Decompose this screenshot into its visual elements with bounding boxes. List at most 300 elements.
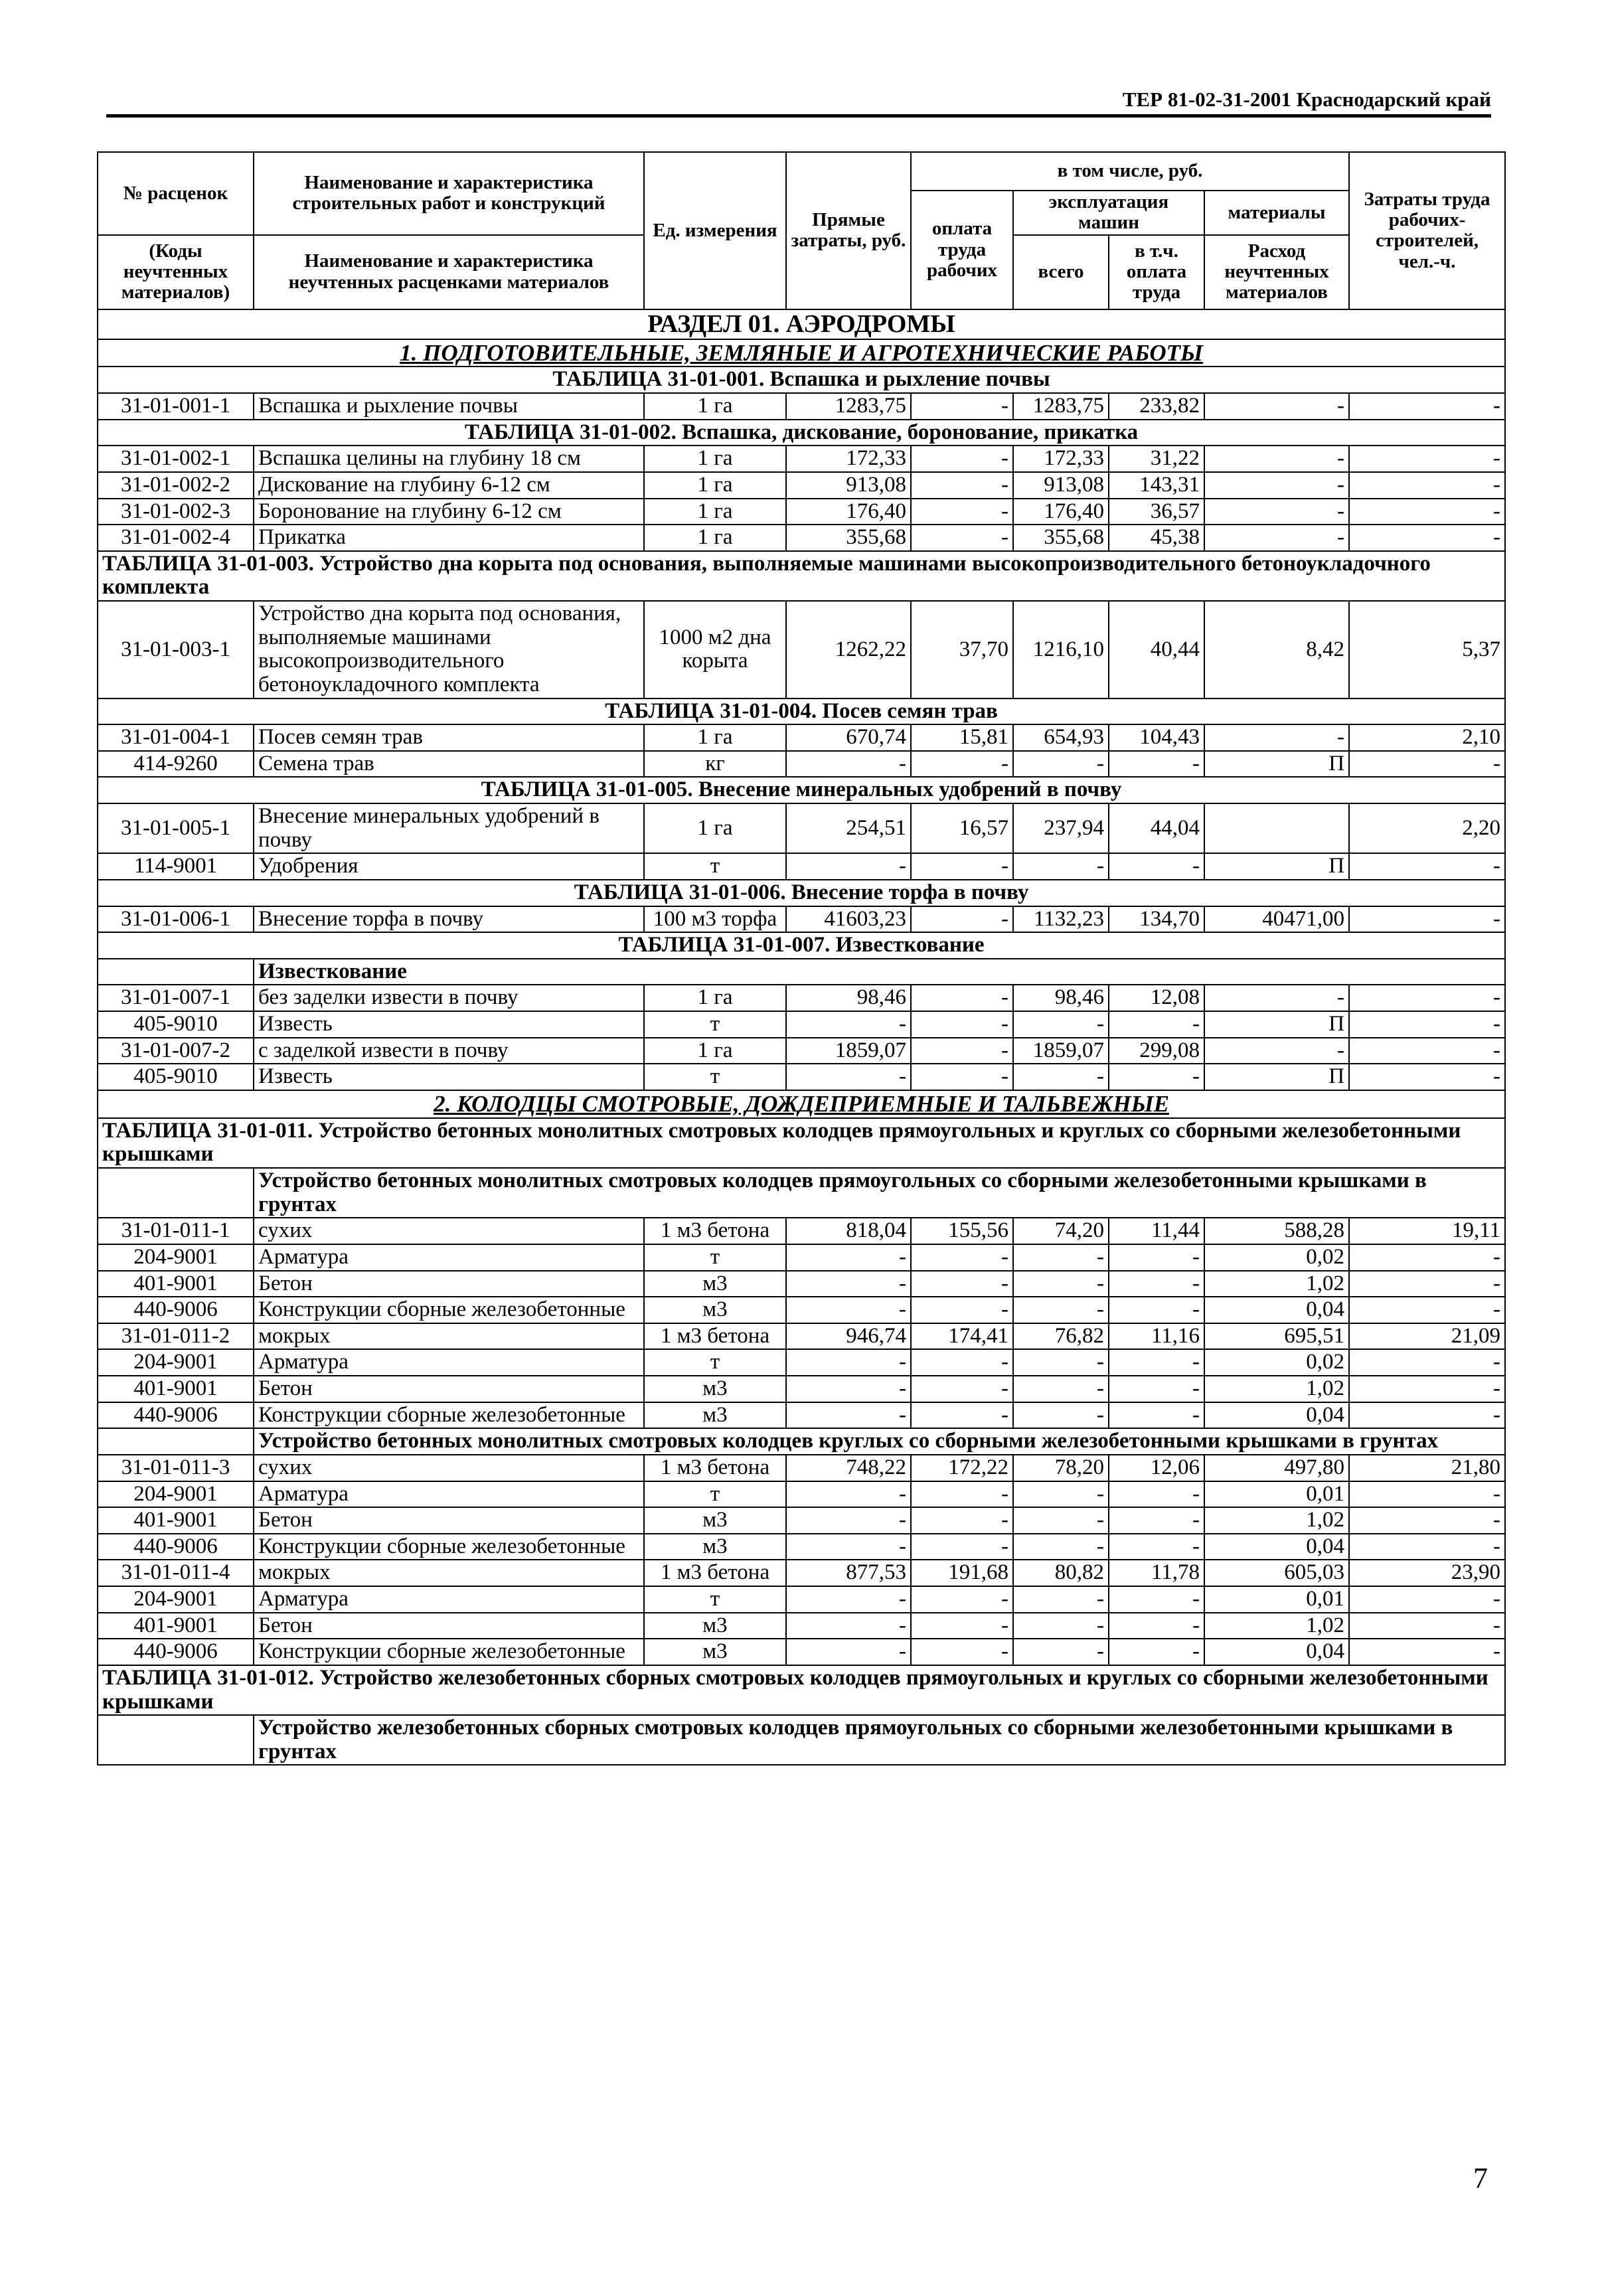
rate-code-cell: 31-01-006-1 xyxy=(98,906,254,933)
machines-wages-cell: 12,08 xyxy=(1109,985,1204,1011)
materials-cell: П xyxy=(1204,1011,1349,1038)
direct-cost-cell: 355,68 xyxy=(786,525,911,551)
table-heading: ТАБЛИЦА 31-01-002. Вспашка, дискование, боронование, прикатка xyxy=(98,420,1505,446)
group-row xyxy=(98,1168,1505,1218)
machines-wages-cell: - xyxy=(1109,853,1204,880)
wages-cell: - xyxy=(911,1613,1013,1639)
machines-total-cell: 98,46 xyxy=(1013,985,1109,1011)
direct-cost-cell: - xyxy=(786,1613,911,1639)
table-row xyxy=(98,1349,1505,1376)
materials-cell: - xyxy=(1204,446,1349,472)
machines-total-cell: 1216,10 xyxy=(1013,601,1109,698)
work-name-cell: Арматура xyxy=(254,1586,644,1613)
machines-total-cell: - xyxy=(1013,1402,1109,1429)
direct-cost-cell: 1262,22 xyxy=(786,601,911,698)
machines-total-cell: - xyxy=(1013,1064,1109,1090)
labor-cost-cell: 21,09 xyxy=(1349,1323,1505,1350)
table-row xyxy=(98,1455,1505,1481)
table-row xyxy=(98,803,1505,853)
work-name-cell: Известь xyxy=(254,1064,644,1090)
work-name-cell: Прикатка xyxy=(254,525,644,551)
direct-cost-cell: - xyxy=(786,1064,911,1090)
labor-cost-cell: - xyxy=(1349,985,1505,1011)
wages-cell: 16,57 xyxy=(911,803,1013,853)
wages-cell: - xyxy=(911,472,1013,499)
header-machines: эксплуатация машин xyxy=(1013,191,1204,235)
direct-cost-cell: 877,53 xyxy=(786,1560,911,1586)
materials-cell: - xyxy=(1204,1038,1349,1064)
machines-total-cell: 76,82 xyxy=(1013,1323,1109,1350)
work-name-cell: мокрых xyxy=(254,1560,644,1586)
machines-total-cell: - xyxy=(1013,1613,1109,1639)
unit-cell: 1 га xyxy=(644,472,786,499)
materials-cell: 1,02 xyxy=(1204,1613,1349,1639)
work-name-cell: Арматура xyxy=(254,1481,644,1508)
direct-cost-cell: - xyxy=(786,1507,911,1534)
machines-total-cell: 913,08 xyxy=(1013,472,1109,499)
direct-cost-cell: - xyxy=(786,1349,911,1376)
machines-total-cell: 1859,07 xyxy=(1013,1038,1109,1064)
machines-total-cell: - xyxy=(1013,751,1109,778)
rate-code-cell: 440-9006 xyxy=(98,1297,254,1323)
table-heading: ТАБЛИЦА 31-01-006. Внесение торфа в почву xyxy=(98,880,1505,906)
machines-wages-cell: - xyxy=(1109,1244,1204,1271)
rate-code-cell: 405-9010 xyxy=(98,1011,254,1038)
labor-cost-cell: - xyxy=(1349,1481,1505,1508)
rate-code-cell: 204-9001 xyxy=(98,1349,254,1376)
unit-cell: 1 м3 бетона xyxy=(644,1218,786,1244)
machines-total-cell: - xyxy=(1013,1481,1109,1508)
group-title: Известкование xyxy=(254,959,1505,985)
rates-table xyxy=(97,151,1506,1765)
machines-wages-cell: - xyxy=(1109,1064,1204,1090)
machines-total-cell: 1132,23 xyxy=(1013,906,1109,933)
group-row xyxy=(98,959,1505,985)
machines-total-cell: 355,68 xyxy=(1013,525,1109,551)
table-row xyxy=(98,1507,1505,1534)
group-title: Устройство бетонных монолитных смотровых колодцев прямоугольных со сборными железобетонными крышками в грунтах xyxy=(254,1168,1505,1218)
machines-wages-cell: - xyxy=(1109,1376,1204,1402)
labor-cost-cell: - xyxy=(1349,1038,1505,1064)
direct-cost-cell: 670,74 xyxy=(786,724,911,751)
materials-cell: 40471,00 xyxy=(1204,906,1349,933)
labor-cost-cell: 2,10 xyxy=(1349,724,1505,751)
unit-cell: м3 xyxy=(644,1297,786,1323)
header-direct: Прямые затраты, руб. xyxy=(786,152,911,309)
empty-code-cell xyxy=(98,959,254,985)
direct-cost-cell: - xyxy=(786,1639,911,1665)
work-name-cell: без заделки извести в почву xyxy=(254,985,644,1011)
labor-cost-cell: - xyxy=(1349,1402,1505,1429)
wages-cell: - xyxy=(911,1011,1013,1038)
materials-cell: 1,02 xyxy=(1204,1271,1349,1297)
table-heading-row xyxy=(98,698,1505,725)
work-name-cell: Устройство дна корыта под основания, выполняемые машинами высокопроизводительного бетоноукладочного комплекта xyxy=(254,601,644,698)
materials-cell: 0,02 xyxy=(1204,1349,1349,1376)
materials-cell: 1,02 xyxy=(1204,1376,1349,1402)
rate-code-cell: 401-9001 xyxy=(98,1271,254,1297)
direct-cost-cell: - xyxy=(786,1271,911,1297)
header-wages: оплата труда рабочих xyxy=(911,191,1013,309)
unit-cell: 1 га xyxy=(644,985,786,1011)
materials-cell: - xyxy=(1204,724,1349,751)
work-name-cell: Бетон xyxy=(254,1271,644,1297)
unit-cell: м3 xyxy=(644,1376,786,1402)
rate-code-cell: 31-01-004-1 xyxy=(98,724,254,751)
work-name-cell: Бетон xyxy=(254,1376,644,1402)
work-name-cell: Семена трав xyxy=(254,751,644,778)
empty-code-cell xyxy=(98,1715,254,1765)
unit-cell: м3 xyxy=(644,1534,786,1560)
materials-cell: 8,42 xyxy=(1204,601,1349,698)
machines-wages-cell: 45,38 xyxy=(1109,525,1204,551)
rate-code-cell: 31-01-007-1 xyxy=(98,985,254,1011)
rate-code-cell: 31-01-005-1 xyxy=(98,803,254,853)
labor-cost-cell: - xyxy=(1349,853,1505,880)
empty-code-cell xyxy=(98,1428,254,1455)
unit-cell: 1 га xyxy=(644,724,786,751)
wages-cell: - xyxy=(911,751,1013,778)
table-row xyxy=(98,393,1505,420)
header-machines-wages: в т.ч. оплата труда xyxy=(1109,235,1204,309)
table-row xyxy=(98,1218,1505,1244)
rate-code-cell: 114-9001 xyxy=(98,853,254,880)
work-name-cell: Бетон xyxy=(254,1613,644,1639)
work-name-cell: Посев семян трав xyxy=(254,724,644,751)
wages-cell: 191,68 xyxy=(911,1560,1013,1586)
wages-cell: - xyxy=(911,1064,1013,1090)
page-number: 7 xyxy=(1473,2162,1488,2194)
rate-code-cell: 31-01-011-2 xyxy=(98,1323,254,1350)
machines-total-cell: 176,40 xyxy=(1013,499,1109,525)
machines-total-cell: 237,94 xyxy=(1013,803,1109,853)
table-heading: ТАБЛИЦА 31-01-012. Устройство железобетонных сборных смотровых колодцев прямоугольных и круглых со сборными железобетонными крышками xyxy=(98,1665,1505,1715)
table-heading-row xyxy=(98,1118,1505,1168)
section-heading-row xyxy=(98,309,1505,339)
machines-wages-cell: - xyxy=(1109,1349,1204,1376)
materials-cell: - xyxy=(1204,393,1349,420)
machines-total-cell: - xyxy=(1013,1297,1109,1323)
machines-total-cell: 1283,75 xyxy=(1013,393,1109,420)
unit-cell: т xyxy=(644,1586,786,1613)
materials-cell: - xyxy=(1204,525,1349,551)
rate-code-cell: 204-9001 xyxy=(98,1481,254,1508)
wages-cell: - xyxy=(911,1507,1013,1534)
machines-wages-cell: - xyxy=(1109,1639,1204,1665)
header-code-sub: (Коды неучтенных материалов) xyxy=(98,235,254,309)
labor-cost-cell: 5,37 xyxy=(1349,601,1505,698)
direct-cost-cell: - xyxy=(786,1402,911,1429)
table-row xyxy=(98,1560,1505,1586)
unit-cell: 1 м3 бетона xyxy=(644,1323,786,1350)
rate-code-cell: 31-01-002-1 xyxy=(98,446,254,472)
direct-cost-cell: 818,04 xyxy=(786,1218,911,1244)
materials-cell: П xyxy=(1204,751,1349,778)
unit-cell: т xyxy=(644,1244,786,1271)
wages-cell: - xyxy=(911,1481,1013,1508)
labor-cost-cell: - xyxy=(1349,1271,1505,1297)
rate-code-cell: 31-01-003-1 xyxy=(98,601,254,698)
direct-cost-cell: 1859,07 xyxy=(786,1038,911,1064)
table-row xyxy=(98,724,1505,751)
work-name-cell: с заделкой извести в почву xyxy=(254,1038,644,1064)
table-row xyxy=(98,1271,1505,1297)
wages-cell: 174,41 xyxy=(911,1323,1013,1350)
rate-code-cell: 31-01-001-1 xyxy=(98,393,254,420)
header-labor: Затраты труда рабочих-строителей, чел.-ч. xyxy=(1349,152,1505,309)
rate-code-cell: 31-01-011-1 xyxy=(98,1218,254,1244)
direct-cost-cell: 98,46 xyxy=(786,985,911,1011)
work-name-cell: Вспашка целины на глубину 18 см xyxy=(254,446,644,472)
machines-total-cell: 78,20 xyxy=(1013,1455,1109,1481)
direct-cost-cell: - xyxy=(786,1376,911,1402)
labor-cost-cell: 2,20 xyxy=(1349,803,1505,853)
materials-cell: 0,04 xyxy=(1204,1402,1349,1429)
table-row xyxy=(98,1323,1505,1350)
machines-wages-cell: 11,78 xyxy=(1109,1560,1204,1586)
table-heading-row xyxy=(98,551,1505,601)
materials-cell: 0,04 xyxy=(1204,1297,1349,1323)
work-name-cell: Конструкции сборные железобетонные xyxy=(254,1639,644,1665)
table-row xyxy=(98,1297,1505,1323)
labor-cost-cell: - xyxy=(1349,1586,1505,1613)
wages-cell: - xyxy=(911,1534,1013,1560)
labor-cost-cell: - xyxy=(1349,1349,1505,1376)
table-heading: ТАБЛИЦА 31-01-003. Устройство дна корыта под основания, выполняемые машинами высокопроизводительного бетоноукладочного комплекта xyxy=(98,551,1505,601)
document-title: ТЕР 81-02-31-2001 Краснодарский край xyxy=(1122,88,1491,111)
materials-cell: 695,51 xyxy=(1204,1323,1349,1350)
machines-total-cell: - xyxy=(1013,1639,1109,1665)
machines-wages-cell: 233,82 xyxy=(1109,393,1204,420)
work-name-cell: мокрых xyxy=(254,1323,644,1350)
machines-wages-cell: 31,22 xyxy=(1109,446,1204,472)
wages-cell: - xyxy=(911,1271,1013,1297)
machines-total-cell: - xyxy=(1013,853,1109,880)
work-name-cell: Боронование на глубину 6-12 см xyxy=(254,499,644,525)
materials-cell: П xyxy=(1204,853,1349,880)
rate-code-cell: 31-01-002-3 xyxy=(98,499,254,525)
work-name-cell: Внесение минеральных удобрений в почву xyxy=(254,803,644,853)
direct-cost-cell: - xyxy=(786,1586,911,1613)
rate-code-cell: 405-9010 xyxy=(98,1064,254,1090)
direct-cost-cell: - xyxy=(786,1244,911,1271)
rate-code-cell: 401-9001 xyxy=(98,1507,254,1534)
wages-cell: - xyxy=(911,985,1013,1011)
document-header xyxy=(106,85,1491,118)
machines-total-cell: - xyxy=(1013,1349,1109,1376)
rate-code-cell: 414-9260 xyxy=(98,751,254,778)
machines-wages-cell: 134,70 xyxy=(1109,906,1204,933)
labor-cost-cell: - xyxy=(1349,751,1505,778)
unit-cell: м3 xyxy=(644,1402,786,1429)
wages-cell: - xyxy=(911,853,1013,880)
machines-wages-cell: - xyxy=(1109,1481,1204,1508)
rate-code-cell: 440-9006 xyxy=(98,1534,254,1560)
table-row xyxy=(98,1011,1505,1038)
labor-cost-cell: - xyxy=(1349,446,1505,472)
header-unit: Ед. измерения xyxy=(644,152,786,309)
wages-cell: - xyxy=(911,525,1013,551)
machines-wages-cell: - xyxy=(1109,1271,1204,1297)
table-heading: ТАБЛИЦА 31-01-004. Посев семян трав xyxy=(98,698,1505,725)
wages-cell: - xyxy=(911,1244,1013,1271)
wages-cell: - xyxy=(911,1586,1013,1613)
unit-cell: 1 га xyxy=(644,446,786,472)
direct-cost-cell: 946,74 xyxy=(786,1323,911,1350)
machines-wages-cell: - xyxy=(1109,1297,1204,1323)
direct-cost-cell: - xyxy=(786,1534,911,1560)
rate-code-cell: 440-9006 xyxy=(98,1402,254,1429)
materials-cell: 605,03 xyxy=(1204,1560,1349,1586)
table-row xyxy=(98,751,1505,778)
direct-cost-cell: 41603,23 xyxy=(786,906,911,933)
work-name-cell: Арматура xyxy=(254,1349,644,1376)
work-name-cell: Вспашка и рыхление почвы xyxy=(254,393,644,420)
table-row xyxy=(98,525,1505,551)
subsection-heading: 2. КОЛОДЦЫ СМОТРОВЫЕ, ДОЖДЕПРИЕМНЫЕ И ТАЛЬВЕЖНЫЕ xyxy=(98,1090,1505,1118)
subsection-heading-row xyxy=(98,339,1505,367)
direct-cost-cell: - xyxy=(786,1481,911,1508)
table-row xyxy=(98,906,1505,933)
table-heading-row xyxy=(98,932,1505,959)
labor-cost-cell: - xyxy=(1349,472,1505,499)
rate-code-cell: 31-01-007-2 xyxy=(98,1038,254,1064)
rate-code-cell: 401-9001 xyxy=(98,1613,254,1639)
table-row xyxy=(98,1038,1505,1064)
table-row xyxy=(98,1586,1505,1613)
labor-cost-cell: - xyxy=(1349,525,1505,551)
table-heading: ТАБЛИЦА 31-01-001. Вспашка и рыхление почвы xyxy=(98,367,1505,393)
direct-cost-cell: 913,08 xyxy=(786,472,911,499)
labor-cost-cell: - xyxy=(1349,1507,1505,1534)
table-row xyxy=(98,1376,1505,1402)
materials-cell: - xyxy=(1204,472,1349,499)
unit-cell: м3 xyxy=(644,1507,786,1534)
machines-total-cell: 74,20 xyxy=(1013,1218,1109,1244)
machines-total-cell: - xyxy=(1013,1507,1109,1534)
wages-cell: 155,56 xyxy=(911,1218,1013,1244)
work-name-cell: Известь xyxy=(254,1011,644,1038)
work-name-cell: Конструкции сборные железобетонные xyxy=(254,1402,644,1429)
header-name: Наименование и характеристика строительных работ и конструкций xyxy=(254,152,644,235)
unit-cell: 1 га xyxy=(644,1038,786,1064)
rate-code-cell: 31-01-002-4 xyxy=(98,525,254,551)
wages-cell: - xyxy=(911,1038,1013,1064)
rate-code-cell: 204-9001 xyxy=(98,1586,254,1613)
unit-cell: кг xyxy=(644,751,786,778)
table-row xyxy=(98,601,1505,698)
table-heading-row xyxy=(98,1665,1505,1715)
machines-wages-cell: - xyxy=(1109,1011,1204,1038)
group-row xyxy=(98,1428,1505,1455)
machines-wages-cell: 11,44 xyxy=(1109,1218,1204,1244)
unit-cell: 1 га xyxy=(644,499,786,525)
header-incl: в том числе, руб. xyxy=(911,152,1349,191)
machines-total-cell: - xyxy=(1013,1011,1109,1038)
machines-total-cell: - xyxy=(1013,1586,1109,1613)
empty-code-cell xyxy=(98,1168,254,1218)
materials-cell: 0,02 xyxy=(1204,1244,1349,1271)
table-heading-row xyxy=(98,367,1505,393)
machines-wages-cell: 36,57 xyxy=(1109,499,1204,525)
table-row xyxy=(98,1481,1505,1508)
materials-cell: - xyxy=(1204,499,1349,525)
unit-cell: 1 га xyxy=(644,525,786,551)
table-heading-row xyxy=(98,777,1505,803)
wages-cell: - xyxy=(911,1402,1013,1429)
unit-cell: 1 га xyxy=(644,803,786,853)
table-row xyxy=(98,472,1505,499)
machines-wages-cell: - xyxy=(1109,1507,1204,1534)
unit-cell: т xyxy=(644,1481,786,1508)
unit-cell: 1000 м2 дна корыта xyxy=(644,601,786,698)
group-title: Устройство железобетонных сборных смотровых колодцев прямоугольных со сборными железобетонными крышками в грунтах xyxy=(254,1715,1505,1765)
labor-cost-cell: 23,90 xyxy=(1349,1560,1505,1586)
table-row xyxy=(98,1534,1505,1560)
direct-cost-cell: - xyxy=(786,751,911,778)
labor-cost-cell: - xyxy=(1349,1639,1505,1665)
direct-cost-cell: 254,51 xyxy=(786,803,911,853)
table-heading: ТАБЛИЦА 31-01-011. Устройство бетонных монолитных смотровых колодцев прямоугольных и круглых со сборными железобетонными крышками xyxy=(98,1118,1505,1168)
work-name-cell: Конструкции сборные железобетонные xyxy=(254,1534,644,1560)
materials-cell: 588,28 xyxy=(1204,1218,1349,1244)
work-name-cell: Внесение торфа в почву xyxy=(254,906,644,933)
wages-cell: 37,70 xyxy=(911,601,1013,698)
direct-cost-cell: - xyxy=(786,853,911,880)
group-row xyxy=(98,1715,1505,1765)
materials-cell: 0,01 xyxy=(1204,1586,1349,1613)
direct-cost-cell: 748,22 xyxy=(786,1455,911,1481)
rate-code-cell: 31-01-011-4 xyxy=(98,1560,254,1586)
subsection-heading: 1. ПОДГОТОВИТЕЛЬНЫЕ, ЗЕМЛЯНЫЕ И АГРОТЕХНИЧЕСКИЕ РАБОТЫ xyxy=(98,339,1505,367)
table-row xyxy=(98,853,1505,880)
table-header xyxy=(98,152,1505,309)
wages-cell: - xyxy=(911,446,1013,472)
table-row xyxy=(98,1613,1505,1639)
unit-cell: т xyxy=(644,1011,786,1038)
machines-total-cell: 172,33 xyxy=(1013,446,1109,472)
unit-cell: м3 xyxy=(644,1639,786,1665)
machines-total-cell: - xyxy=(1013,1376,1109,1402)
work-name-cell: Конструкции сборные железобетонные xyxy=(254,1297,644,1323)
labor-cost-cell: - xyxy=(1349,1297,1505,1323)
table-row xyxy=(98,985,1505,1011)
wages-cell: 15,81 xyxy=(911,724,1013,751)
unit-cell: 1 м3 бетона xyxy=(644,1560,786,1586)
rate-code-cell: 204-9001 xyxy=(98,1244,254,1271)
table-row xyxy=(98,1639,1505,1665)
machines-wages-cell: - xyxy=(1109,1402,1204,1429)
header-materials-sub: Расход неучтенных материалов xyxy=(1204,235,1349,309)
materials-cell: - xyxy=(1204,985,1349,1011)
labor-cost-cell: - xyxy=(1349,906,1505,933)
unit-cell: 1 га xyxy=(644,393,786,420)
labor-cost-cell: - xyxy=(1349,1613,1505,1639)
work-name-cell: Бетон xyxy=(254,1507,644,1534)
direct-cost-cell: 1283,75 xyxy=(786,393,911,420)
machines-total-cell: - xyxy=(1013,1534,1109,1560)
machines-total-cell: - xyxy=(1013,1244,1109,1271)
machines-wages-cell: - xyxy=(1109,1586,1204,1613)
rate-code-cell: 401-9001 xyxy=(98,1376,254,1402)
table-row xyxy=(98,446,1505,472)
table-row xyxy=(98,1402,1505,1429)
labor-cost-cell: - xyxy=(1349,499,1505,525)
machines-total-cell: - xyxy=(1013,1271,1109,1297)
materials-cell: 0,04 xyxy=(1204,1639,1349,1665)
machines-wages-cell: 104,43 xyxy=(1109,724,1204,751)
wages-cell: - xyxy=(911,1297,1013,1323)
